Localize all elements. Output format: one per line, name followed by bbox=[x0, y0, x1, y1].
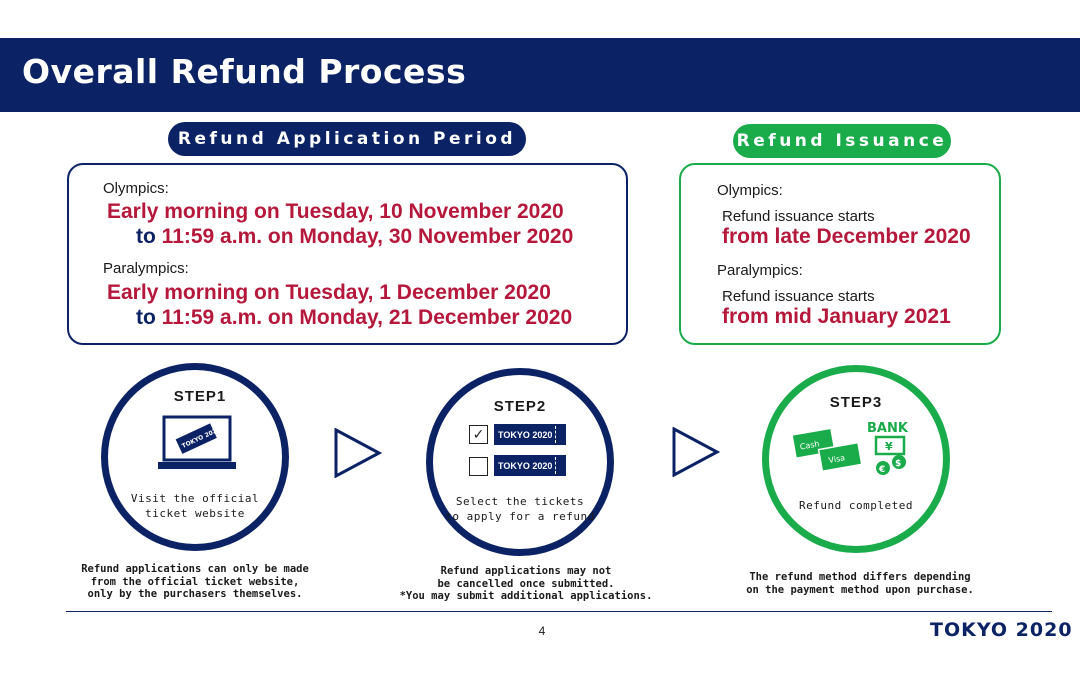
step1-desc-line2: ticket website bbox=[145, 507, 245, 520]
tokyo-2020-logo: TOKYO 2020 bbox=[930, 619, 1073, 641]
issuance-paralympics-text: Refund issuance starts bbox=[722, 288, 875, 305]
bank-label: BANK bbox=[867, 421, 908, 436]
olympics-to-word: to bbox=[136, 225, 156, 248]
issuance-paralympics-label: Paralympics: bbox=[717, 262, 803, 279]
arrow-right-icon bbox=[334, 428, 382, 478]
step1-desc-line1: Visit the official bbox=[130, 492, 260, 505]
step3-desc: Refund completed bbox=[799, 499, 913, 512]
olympics-start-date: Early morning on Tuesday, 10 November 2020 bbox=[107, 200, 564, 223]
step2-desc-line1: Select the tickets bbox=[455, 495, 585, 508]
ticket-2 bbox=[494, 455, 566, 476]
olympics-label: Olympics: bbox=[103, 180, 169, 197]
step1-note-line2: from the official ticket website, bbox=[90, 575, 300, 588]
laptop-icon bbox=[156, 414, 238, 472]
step3-title: STEP3 bbox=[829, 394, 883, 411]
step2-desc-line2: to apply for a refund bbox=[445, 510, 595, 523]
svg-text:Visa: Visa bbox=[827, 453, 846, 465]
page-number: 4 bbox=[538, 624, 546, 638]
svg-text:€: € bbox=[879, 465, 886, 475]
step2-note bbox=[395, 565, 657, 603]
paralympics-to-word: to bbox=[136, 306, 156, 329]
svg-text:$: $ bbox=[895, 459, 902, 469]
checkbox-unchecked bbox=[469, 457, 488, 476]
ticket-1-text: TOKYO 2020 bbox=[498, 429, 553, 440]
step2-note-line1: Refund applications may not bbox=[440, 565, 612, 577]
ticket-2-text: TOKYO 2020 bbox=[498, 460, 553, 471]
checkbox-checked: ✓ bbox=[469, 425, 488, 444]
step1-desc bbox=[120, 491, 270, 521]
paralympics-start-date: Early morning on Tuesday, 1 December 2020 bbox=[107, 281, 551, 304]
arrow-right-icon bbox=[672, 427, 720, 477]
issuance-olympics-label: Olympics: bbox=[717, 182, 783, 199]
step1-note-line3: only by the purchasers themselves. bbox=[87, 588, 303, 600]
step2-note-line3: *You may submit additional applications. bbox=[399, 590, 653, 602]
olympics-end-date bbox=[136, 225, 573, 249]
laptop-ticket-text: TOKYO 2020 bbox=[180, 425, 222, 450]
step2-desc bbox=[445, 494, 595, 524]
page-title: Overall Refund Process bbox=[22, 52, 467, 91]
step1-title: STEP1 bbox=[173, 388, 227, 405]
svg-text:Cash: Cash bbox=[799, 439, 821, 452]
svg-text:¥: ¥ bbox=[885, 440, 893, 453]
step3-note bbox=[735, 571, 985, 596]
refund-issuance-header: Refund Issuance bbox=[733, 124, 951, 158]
issuance-paralympics-date: from mid January 2021 bbox=[722, 305, 951, 328]
issuance-olympics-date: from late December 2020 bbox=[722, 225, 971, 248]
step3-note-line1: The refund method differs depending bbox=[749, 571, 971, 583]
paralympics-end-text: 11:59 a.m. on Monday, 21 December 2020 bbox=[161, 306, 573, 329]
issuance-olympics-text: Refund issuance starts bbox=[722, 208, 875, 225]
paralympics-label: Paralympics: bbox=[103, 260, 189, 277]
application-period-header: Refund Application Period bbox=[168, 122, 526, 156]
step2-title: STEP2 bbox=[493, 398, 547, 415]
step1-note-line1: Refund applications can only be made bbox=[81, 563, 309, 575]
title-bar bbox=[0, 38, 1080, 112]
olympics-end-text: 11:59 a.m. on Monday, 30 November 2020 bbox=[161, 225, 574, 248]
step2-note-line2: be cancelled once submitted. bbox=[437, 577, 615, 590]
paralympics-end-date bbox=[136, 306, 572, 330]
step3-note-line2: on the payment method upon purchase. bbox=[746, 583, 974, 596]
step1-note bbox=[60, 563, 330, 601]
footer-divider bbox=[66, 611, 1052, 612]
ticket-1 bbox=[494, 424, 566, 445]
refund-payment-icon bbox=[790, 416, 920, 480]
